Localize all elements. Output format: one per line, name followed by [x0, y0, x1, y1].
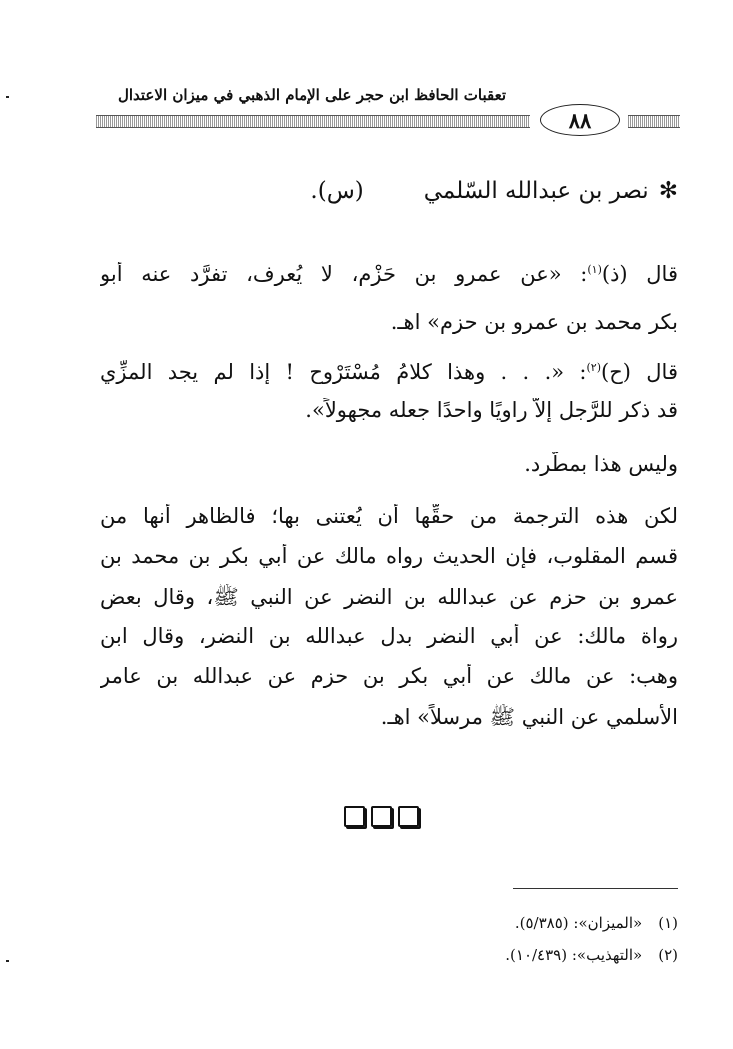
asterisk-icon: ✻ — [658, 178, 678, 204]
paragraph-line: عمرو بن حزم عن عبدالله بن النضر عن النبي ﷺ، وقال بعض — [100, 585, 678, 609]
paragraph-line: قد ذكر للرَّجل إلاّ راويًا واحدًا جعله مجهولاً». — [305, 398, 678, 422]
section-separator — [344, 806, 419, 827]
header-rule-left — [96, 115, 530, 128]
footnote-rule — [513, 888, 678, 889]
square-icon — [398, 806, 419, 827]
footnote-2: (٢)«التهذيب»: (١٠/٤٣٩). — [505, 946, 678, 964]
running-header-title: تعقبات الحافظ ابن حجر على الإمام الذهبي في ميزان الاعتدال — [117, 86, 506, 104]
entry-name: نصر بن عبدالله السّلمي — [423, 178, 649, 204]
entry-code: (س). — [310, 178, 364, 204]
square-icon — [371, 806, 392, 827]
paragraph-line: قسم المقلوب، فإن الحديث رواه مالك عن أبي بكر بن محمد بن — [100, 544, 678, 568]
paragraph-line: قال (ذ)$^{(١)}$: «عن عمرو بن حَزْم، لا يُعرف، تفرَّد عنه أَبو — [100, 262, 678, 286]
paragraph-line: بكر محمد بن عمرو بن حزم» اهـ. — [390, 310, 678, 334]
paragraph-line: لكن هذه الترجمة من حقِّها أن يُعتنى بها؛ فالظاهر أَنها من — [100, 504, 678, 528]
scan-speck — [6, 96, 9, 98]
paragraph-line: رواة مالك: عن أبي النضر بدل عبدالله بن النضر، وقال ابن — [100, 624, 678, 648]
footnote-1: (١)«الميزان»: (٥/٣٨٥). — [514, 914, 678, 932]
footnote-ref-1[interactable]: (١) — [587, 263, 602, 276]
paragraph-line: وهب: عن مالك عن أَبي بكر بن حزم عن عبدالله بن عامر — [100, 664, 678, 688]
square-icon — [344, 806, 365, 827]
paragraph-line: وليس هذا بمطَّرِد. — [524, 452, 678, 476]
page-number: ٨٨ — [540, 104, 620, 136]
entry-heading — [100, 178, 678, 204]
header-rule-right — [628, 115, 680, 128]
paragraph-line: قال (ح)$^{(٢)}$: «. . . وهذا كلامُ مُسْتَرْوِحٍ ! إذا لم يجد المزِّي — [100, 360, 678, 384]
footnote-ref-2[interactable]: (٢) — [586, 361, 602, 374]
scan-speck — [6, 960, 9, 962]
paragraph-line: الأَسلمي عن النبي ﷺ مرسلاً» اهـ. — [380, 705, 678, 729]
